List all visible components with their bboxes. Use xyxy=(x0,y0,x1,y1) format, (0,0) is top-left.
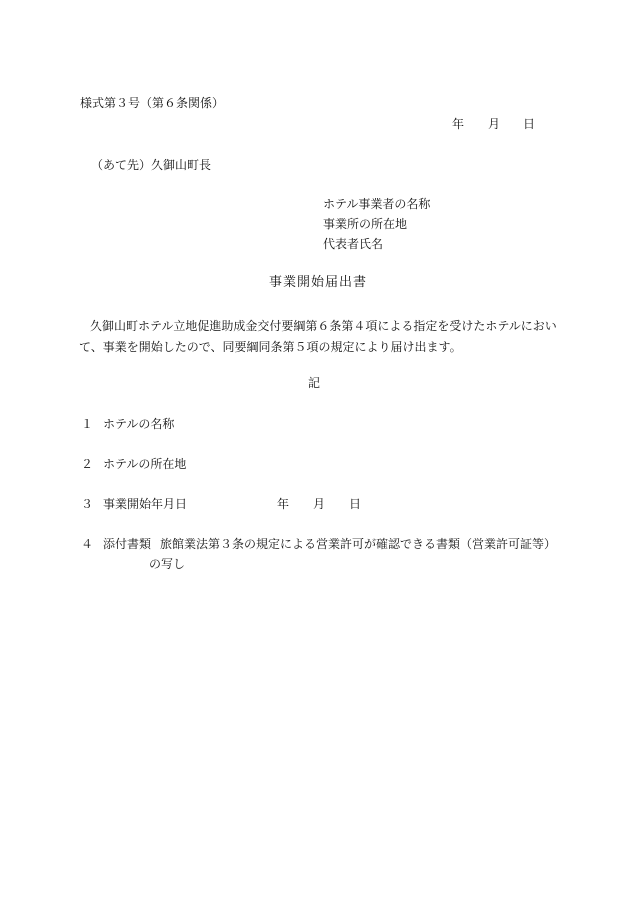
date-year-label: 年 xyxy=(452,117,465,131)
applicant-business-name-label: ホテル事業者の名称 xyxy=(323,197,431,211)
body-line: て、事業を開始したので、同要綱同条第５項の規定により届け出ます。 xyxy=(79,340,462,354)
item-label: ホテルの名称 xyxy=(103,417,175,431)
item-label: 添付書類 xyxy=(103,537,152,551)
item-content-line: 旅館業法第３条の規定による営業許可が確認できる書類（営業許可証等） xyxy=(160,537,557,551)
item-number: ３ xyxy=(81,497,94,511)
ki-heading: 記 xyxy=(308,376,321,390)
date-month-label: 月 xyxy=(488,117,501,131)
addressee: （あて先）久御山町長 xyxy=(91,158,212,172)
item-date-day-label: 日 xyxy=(349,497,362,511)
item-number: １ xyxy=(81,417,94,431)
item-date-year-label: 年 xyxy=(277,497,290,511)
body-line: 久御山町ホテル立地促進助成金交付要綱第６条第４項による指定を受けたホテルにおい xyxy=(90,319,557,333)
applicant-office-address-label: 事業所の所在地 xyxy=(323,217,408,231)
item-number: ４ xyxy=(81,537,94,551)
item-content-line: の写し xyxy=(149,557,186,571)
date-day-label: 日 xyxy=(523,117,536,131)
item-label: ホテルの所在地 xyxy=(103,457,187,471)
item-date-month-label: 月 xyxy=(313,497,326,511)
item-label: 事業開始年月日 xyxy=(103,497,188,511)
applicant-representative-label: 代表者氏名 xyxy=(323,237,384,251)
item-number: ２ xyxy=(81,457,94,471)
form-number: 様式第３号（第６条関係） xyxy=(80,96,225,110)
document-title: 事業開始届出書 xyxy=(269,275,368,290)
